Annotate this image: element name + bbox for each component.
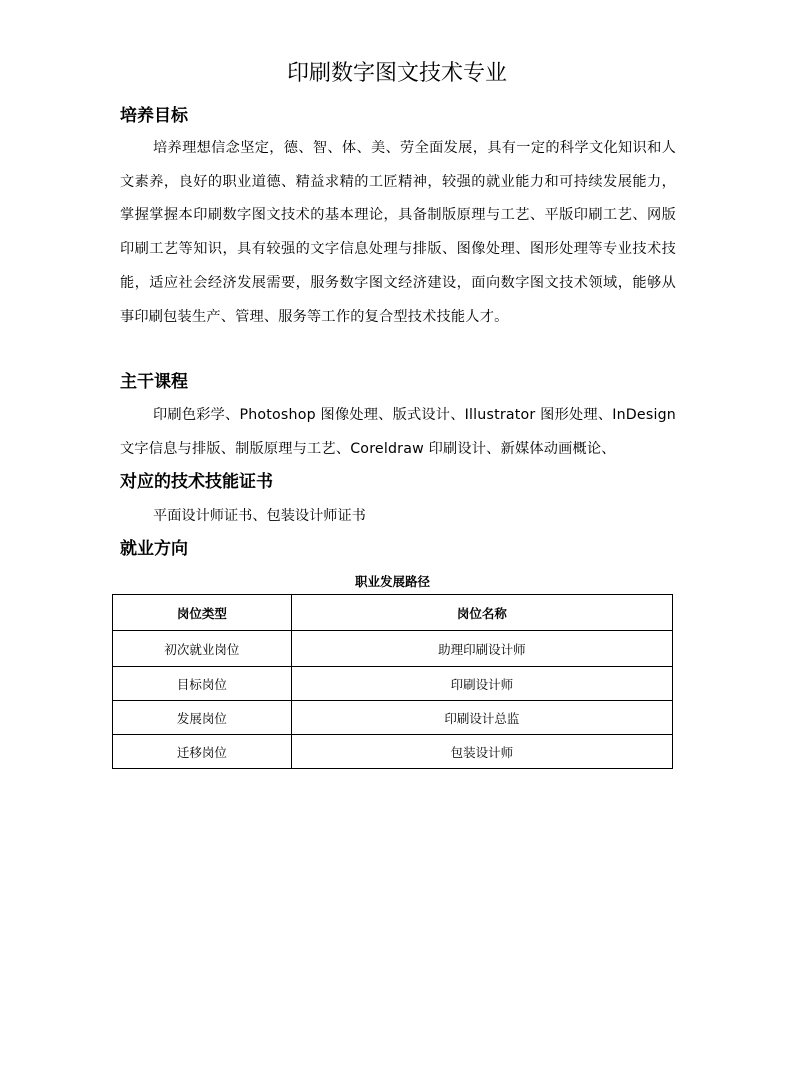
- table-cell: 印刷设计总监: [291, 701, 672, 735]
- table-cell: 助理印刷设计师: [291, 631, 672, 667]
- column-header-position-type: 岗位类型: [113, 595, 292, 631]
- table-row: [113, 667, 673, 701]
- goal-paragraph: 培养理想信念坚定，德、智、体、美、劳全面发展，具有一定的科学文化知识和人文素养，良好的职业道德、精益求精的工匠精神，较强的就业能力和可持续发展能力，掌握掌握本印刷数字图文技术的基本理论，具备制版原理与工艺、平版印刷工艺、网版印刷工艺等知识，具有较强的文字信息处理与排版、图像处理、图形处理等专业技术技能，适应社会经济发展需要，服务数字图文经济建设，面向数字图文技术领域，能够从事印刷包装生产、管理、服务等工作的复合型技术技能人才。: [120, 140, 676, 325]
- table-cell: 印刷设计师: [291, 667, 672, 701]
- section-heading-goal: 培养目标: [120, 106, 188, 126]
- section-heading-courses: 主干课程: [120, 372, 188, 392]
- courses-paragraph: 印刷色彩学、Photoshop 图像处理、版式设计、Illustrator 图形处理、InDesign 文字信息与排版、制版原理与工艺、Coreldraw 印刷设计、新媒体动画概论、: [120, 407, 676, 457]
- career-path-table: [112, 594, 673, 769]
- table-row: [113, 735, 673, 769]
- table-cell: 包装设计师: [291, 735, 672, 769]
- table-header-row: [113, 595, 673, 631]
- column-header-position-name: 岗位名称: [291, 595, 672, 631]
- page-title: 印刷数字图文技术专业: [286, 61, 507, 86]
- section-heading-employment: 就业方向: [120, 539, 188, 559]
- table-row: [113, 631, 673, 667]
- table-cell: 迁移岗位: [113, 735, 292, 769]
- table-cell: 初次就业岗位: [113, 631, 292, 667]
- table-row: [113, 701, 673, 735]
- table-caption: 职业发展路径: [354, 574, 430, 589]
- table-cell: 目标岗位: [113, 667, 292, 701]
- certificates-paragraph: 平面设计师证书、包装设计师证书: [153, 508, 366, 524]
- section-heading-certificates: 对应的技术技能证书: [120, 472, 273, 492]
- table-cell: 发展岗位: [113, 701, 292, 735]
